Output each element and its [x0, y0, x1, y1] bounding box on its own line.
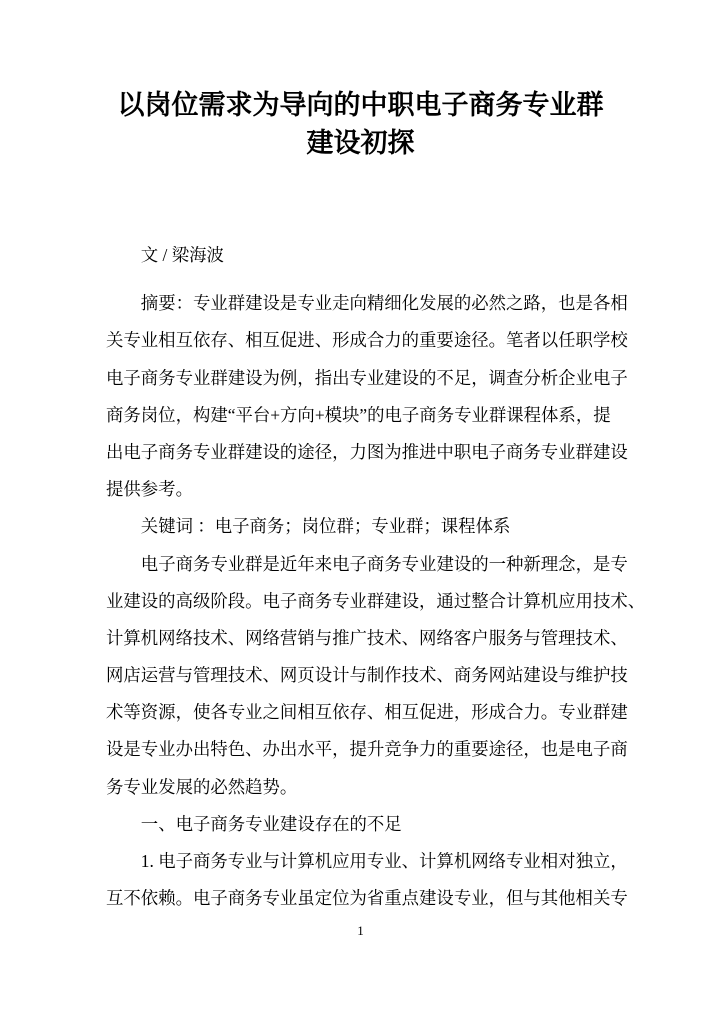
body-line: 1. 电子商务专业与计算机应用专业、计算机网络专业相对独立，: [140, 851, 628, 872]
abstract-line: 商务岗位，构建“平台+方向+模块”的电子商务专业群课程体系，提: [106, 404, 611, 425]
keywords-line: 关键词 ：电子商务；岗位群；专业群；课程体系: [140, 516, 511, 537]
document-content: [0, 237, 721, 917]
section-heading: 一、电子商务专业建设存在的不足: [140, 813, 402, 834]
body-line: 务专业发展的必然趋势。: [106, 776, 298, 797]
body-line: 设是专业办出特色、办出水平，提升竞争力的重要途径，也是电子商: [106, 739, 628, 760]
abstract-line: 出电子商务专业群建设的途径，力图为推进中职电子商务专业群建设: [106, 441, 628, 462]
abstract-line: 电子商务专业群建设为例，指出专业建设的不足，调查分析企业电子: [106, 367, 628, 388]
body-line: 电子商务专业群是近年来电子商务专业建设的一种新理念，是专: [140, 553, 628, 574]
abstract-line: 提供参考。: [106, 479, 193, 500]
page-number: 1: [357, 923, 364, 938]
title-line-2: 建设初探: [306, 128, 415, 158]
body-line: 术等资源，使各专业之间相互依存、相互促进，形成合力。专业群建: [106, 702, 628, 723]
body-line: 计算机网络技术、网络营销与推广技术、网络客户服务与管理技术、: [106, 627, 628, 648]
body-line: 网店运营与管理技术、网页设计与制作技术、商务网站建设与维护技: [106, 665, 628, 686]
title-line-1: 以岗位需求为导向的中职电子商务专业群: [117, 90, 604, 120]
document-body: [106, 285, 646, 917]
body-line: 业建设的高级阶段。电子商务专业群建设，通过整合计算机应用技术、: [106, 590, 646, 611]
document-title: [0, 0, 721, 162]
author-byline: 文 / 梁海波: [140, 245, 224, 265]
body-line: 互不依赖。电子商务专业虽定位为省重点建设专业，但与其他相关专: [106, 888, 628, 909]
abstract-line: 关专业相互依存、相互促进、形成合力的重要途径。笔者以任职学校: [106, 330, 628, 351]
abstract-line: 摘要：专业群建设是专业走向精细化发展的必然之路，也是各相: [140, 293, 628, 314]
